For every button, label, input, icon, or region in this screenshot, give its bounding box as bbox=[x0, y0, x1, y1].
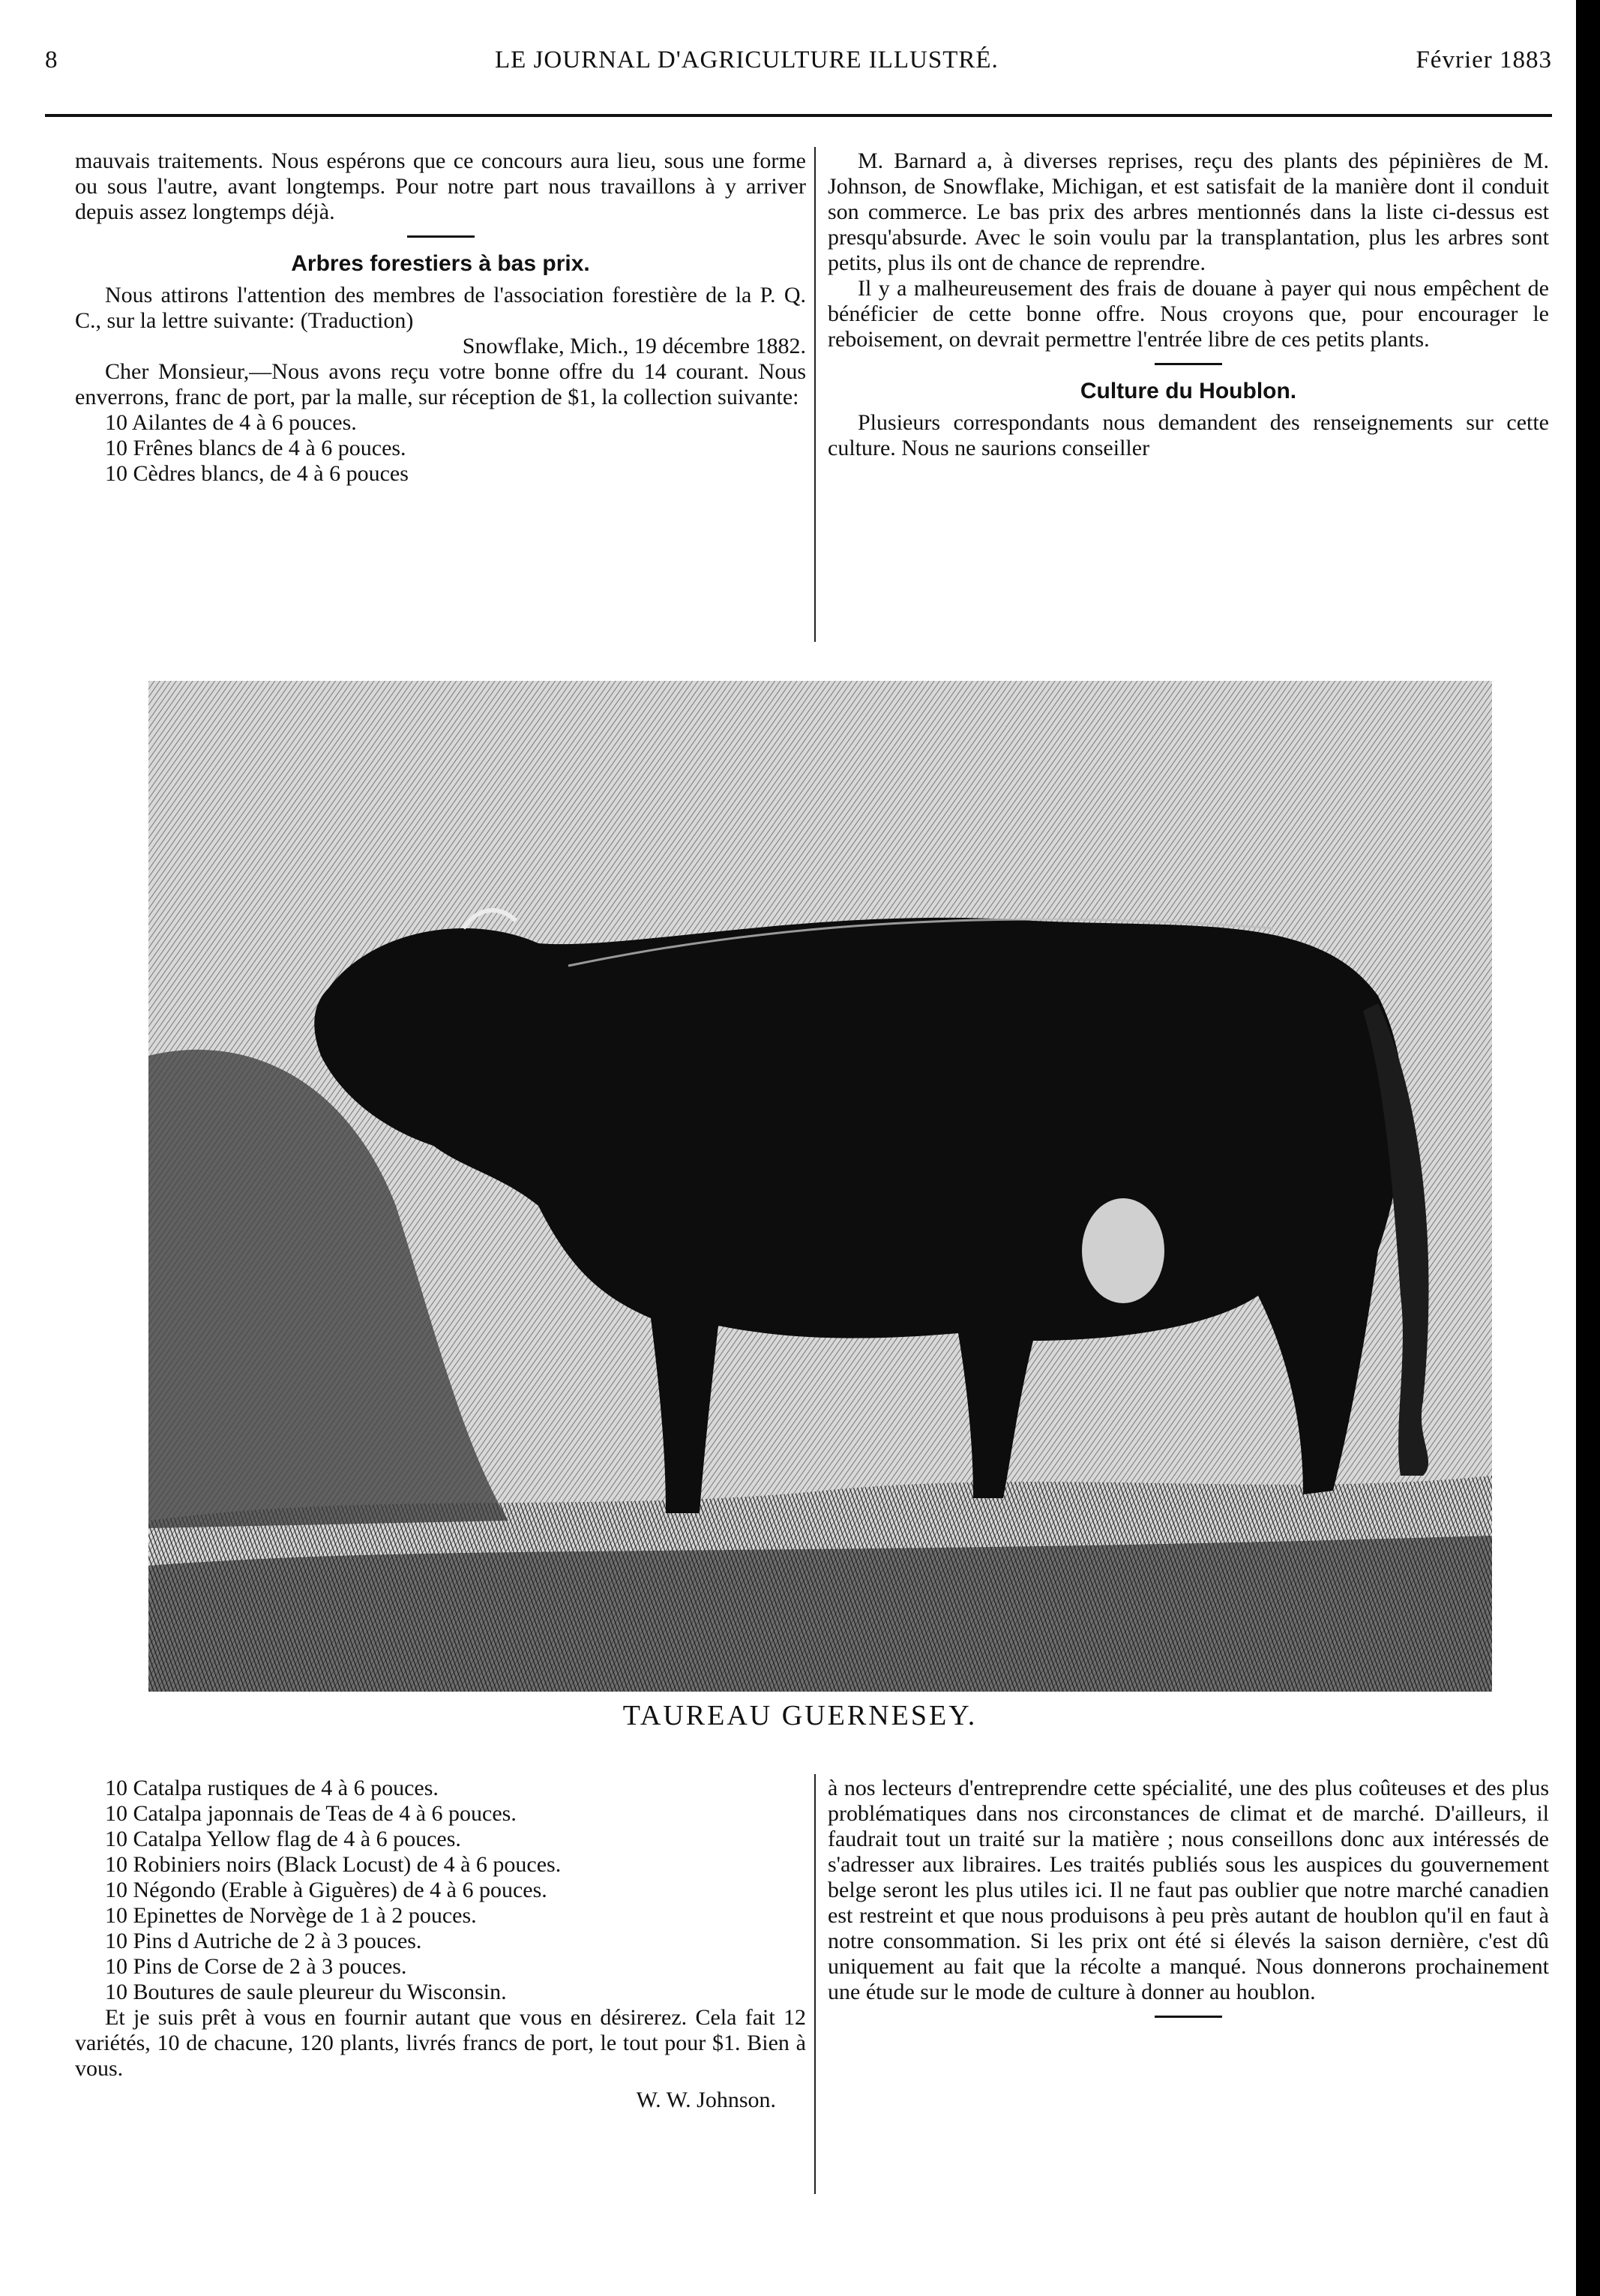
list-item: 10 Pins d Autriche de 2 à 3 pouces. bbox=[105, 1929, 422, 1953]
bottom-left-column bbox=[75, 1776, 806, 2113]
section-divider bbox=[1155, 363, 1222, 365]
page-number: 8 bbox=[45, 46, 58, 73]
top-right-column bbox=[828, 148, 1549, 461]
list-item: 10 Catalpa japonnais de Teas de 4 à 6 pouces. bbox=[105, 1801, 517, 1826]
paragraph: à nos lecteurs d'entreprendre cette spécialité, une des plus coûteuses et des plus problématiques dans nos circonstances de climat et de marché. D'ailleurs, il faudrait tout un traité sur la matière ; nous conseillons donc aux intéressés de s'adresser aux libraires. Les traités publiés sous les auspices du gouvernement belge seront les plus utiles ici. Il ne faut pas oublier que notre marché canadien est restreint et que nous produisons à peu près autant de houblon qu'il en faut à notre consommation. Si les prix ont été si élevés la saison dernière, c'est dû uniquement au fait que la récolte a manqué. Nous donnerons prochainement une étude sur le mode de culture à donner au houblon. bbox=[828, 1776, 1549, 2004]
list-item: 10 Catalpa Yellow flag de 4 à 6 pouces. bbox=[105, 1827, 461, 1851]
section-heading: Culture du Houblon. bbox=[1080, 379, 1297, 403]
list-item: 10 Boutures de saule pleureur du Wisconsin. bbox=[105, 1980, 507, 2004]
list-item: 10 Catalpa rustiques de 4 à 6 pouces. bbox=[105, 1776, 439, 1800]
paragraph: M. Barnard a, à diverses reprises, reçu des plants des pépinières de M. Johnson, de Snowflake, Michigan, et est satisfait de la manière dont il conduit son commerce. Le bas prix des arbres mentionnés dans la liste ci-dessus est presqu'absurde. Avec le soin voulu par la transplantation, plus les arbres sont petits, plus ils ont de chance de reprendre. bbox=[828, 148, 1549, 275]
section-heading: Arbres forestiers à bas prix. bbox=[291, 251, 590, 276]
list-item: 10 Négondo (Erable à Giguères) de 4 à 6 pouces. bbox=[105, 1878, 547, 1902]
column-divider bbox=[814, 1774, 816, 2194]
list-item: 10 Pins de Corse de 2 à 3 pouces. bbox=[105, 1954, 407, 1979]
page-header bbox=[45, 46, 1552, 91]
issue-date: Février 1883 bbox=[1416, 46, 1552, 73]
figure-caption: TAUREAU GUERNESEY. bbox=[622, 1700, 978, 1731]
paragraph: Cher Monsieur,—Nous avons reçu votre bonne offre du 14 courant. Nous enverrons, franc de port, par la malle, sur réception de $1, la collection suivante: bbox=[75, 359, 806, 409]
page-edge-bar bbox=[1576, 0, 1600, 2296]
paragraph: Il y a malheureusement des frais de douane à payer qui nous empêchent de bénéficier de cette bonne offre. Nous croyons que, pour encourager le reboisement, on devrait permettre l'entrée libre de ces petits plants. bbox=[828, 276, 1549, 352]
list-item: 10 Frênes blancs de 4 à 6 pouces. bbox=[105, 436, 406, 460]
section-divider bbox=[1155, 2016, 1222, 2018]
plant-list bbox=[75, 410, 806, 487]
letter-signature: W. W. Johnson. bbox=[636, 2088, 776, 2112]
paragraph: Plusieurs correspondants nous demandent des renseignements sur cette culture. Nous ne saurions conseiller bbox=[828, 410, 1549, 460]
plant-list-continued bbox=[75, 1776, 806, 2005]
list-item: 10 Robiniers noirs (Black Locust) de 4 à 6 pouces. bbox=[105, 1852, 562, 1877]
top-left-column bbox=[75, 148, 806, 487]
paragraph: Nous attirons l'attention des membres de l'association forestière de la P. Q. C., sur la lettre suivante: (Traduction) bbox=[75, 283, 806, 333]
paragraph: mauvais traitements. Nous espérons que ce concours aura lieu, sous une forme ou sous l'autre, avant longtemps. Pour notre part nous travaillons à y arriver depuis assez longtemps déjà. bbox=[75, 148, 806, 224]
journal-title: LE JOURNAL D'AGRICULTURE ILLUSTRÉ. bbox=[495, 46, 999, 73]
letter-dateline: Snowflake, Mich., 19 décembre 1882. bbox=[462, 334, 806, 358]
list-item: 10 Ailantes de 4 à 6 pouces. bbox=[105, 410, 357, 435]
bottom-right-column bbox=[828, 1776, 1549, 2031]
bull-engraving bbox=[148, 681, 1492, 1692]
section-divider bbox=[407, 235, 475, 238]
list-item: 10 Epinettes de Norvège de 1 à 2 pouces. bbox=[105, 1903, 477, 1928]
header-rule bbox=[45, 114, 1552, 117]
column-divider bbox=[814, 147, 816, 642]
list-item: 10 Cèdres blancs, de 4 à 6 pouces bbox=[105, 461, 409, 486]
paragraph: Et je suis prêt à vous en fournir autant que vous en désirerez. Cela fait 12 variétés, 10 de chacune, 120 plants, livrés francs de port, le tout pour $1. Bien à vous. bbox=[75, 2005, 806, 2081]
